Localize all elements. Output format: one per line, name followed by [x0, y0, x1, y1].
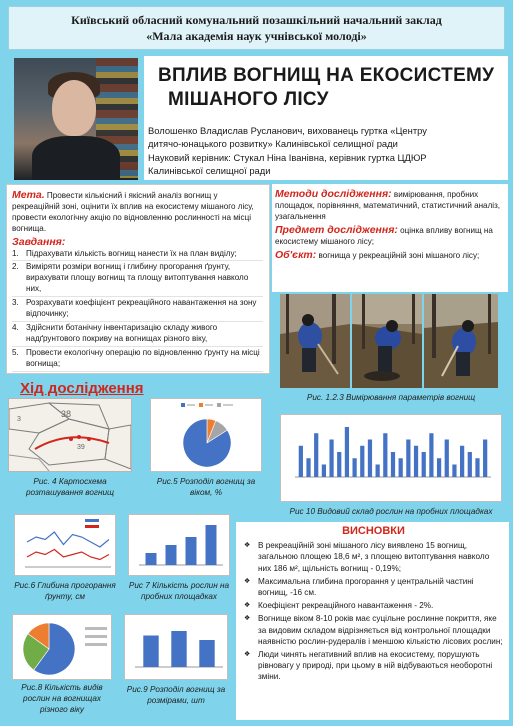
bar [414, 446, 418, 477]
bar [299, 446, 303, 477]
subject-paragraph [275, 225, 502, 248]
bar [376, 465, 380, 478]
conclusion-item: ❖ Вогнище віком 8-10 років має суцільне рослинне покриття, яке за видовим складом відрізняється від контрольної площадки наявністю рослин-рудералів і меншою кількістю лісових рослин; [244, 613, 503, 647]
bar [437, 458, 441, 477]
methods-box [272, 184, 508, 292]
tasks-label: Завдання: [12, 235, 66, 248]
goal-label: Мета. [12, 189, 45, 201]
bar [186, 537, 197, 565]
series-line [27, 550, 109, 560]
bar [360, 446, 364, 477]
author-line-1: Волошенко Владислав Русланович, вихованець гуртка «Центру [148, 125, 427, 136]
task-item: 2. Виміряти розміри вогнищ і глибину прогорання ґрунту, вирахувати площу вогнищ та площу витоптування навколо них, [12, 262, 263, 297]
caption-plants-count: Рис 7 Кількість рослин на пробних площадках [128, 581, 230, 601]
field-photo-1 [280, 294, 350, 388]
title-line-2: МІШАНОГО ЛІСУ [168, 89, 329, 110]
chart-depth [14, 514, 116, 576]
bar [143, 636, 158, 668]
tasks-list [12, 249, 263, 372]
methods-label: Методи дослідження: [275, 188, 392, 200]
task-item: 5. Провести екологічну операцію по відновленню ґрунту на місці вогнища; [12, 348, 263, 372]
caption-pie-age: Рис.5 Розподіл вогнищ за віком, % [156, 477, 256, 497]
conclusions-title: ВИСНОВКИ [342, 525, 405, 537]
bar [171, 631, 186, 667]
species-bar-svg [281, 415, 501, 501]
size-bar-svg [125, 615, 227, 679]
institution-name: Київський обласний комунальний позашкільний начальний заклад [71, 13, 442, 27]
bar [329, 440, 333, 478]
pie-species-svg [13, 615, 111, 679]
bar [383, 433, 387, 477]
bar [391, 452, 395, 477]
goal-text: Провести кількісний і якісний аналіз вогнищ у рекреаційній зоні, оцінити їх вплив на екосистему мішаного лісу, провести екологічну акцію по відновленню рослинності на місці вогнища. [12, 191, 254, 233]
svg-text:3: 3 [17, 416, 21, 423]
conclusion-item: ❖ В рекреаційній зоні мішаного лісу виявлено 15 вогнищ, загальною площею 18,6 м², з площею витоптування навколо них 186 м², щільність вогнищ - 0,19%; [244, 540, 503, 574]
svg-text:38: 38 [61, 409, 72, 419]
bar [406, 440, 410, 478]
bar [314, 433, 318, 477]
title-line-1: ВПЛИВ ВОГНИЩ НА ЕКОСИСТЕМУ [158, 65, 495, 86]
conclusion-item: ❖ Максимальна глибина прогорання у центральній частині вогнищ, -16 см. [244, 576, 503, 598]
subject-text: оцінка впливу вогнищ на екосистему мішаного лісу; [275, 225, 493, 246]
caption-species: Рис 10 Видовий склад рослин на пробних площадках [289, 507, 493, 516]
caption-size-dist: Рис.9 Розподіл вогнищ за розмірами, шт [126, 685, 226, 705]
task-item: 4. Здійснити ботанічну інвентаризацію складу живого надґрунтового покриву на вогнищах різного віку, [12, 323, 263, 347]
object-label: Об'єкт: [275, 248, 317, 261]
bar [352, 458, 356, 477]
methods-text: вимірювання, пробних площадок, порівняння, математичний, статистичний аналіз, узагальнення [275, 190, 501, 221]
bar [468, 452, 472, 477]
plants-bar-svg [129, 515, 229, 575]
bar [460, 446, 464, 477]
field-photo-2 [352, 294, 422, 388]
chart-size-dist [124, 614, 228, 680]
bar [199, 640, 214, 667]
caption-photos: Рис. 1.2.3 Вимірювання параметрів вогнищ [306, 393, 476, 402]
subject-label: Предмет дослідження: [275, 223, 398, 236]
series-line [27, 532, 109, 547]
bar [345, 427, 349, 477]
goal-tasks-box [6, 184, 270, 374]
conclusions-box [236, 522, 509, 720]
bar [452, 465, 456, 478]
bar [368, 440, 372, 478]
bar [146, 553, 157, 565]
conclusion-item: ❖ Коефіцієнт рекреаційного навантаження - 2%. [244, 600, 503, 611]
chart-species [280, 414, 502, 502]
conclusion-item: ❖ Люди чинять негативний вплив на екосистему, порушують рівновагу у природі, при цьому в ній відбуваються необоротні зміни. [244, 649, 503, 683]
caption-depth: Рис.6 Глибина прогорання ґрунту, см [14, 581, 116, 601]
author-info [144, 120, 508, 180]
bar [475, 458, 479, 477]
goal-paragraph [12, 190, 263, 235]
institution-header [8, 6, 505, 50]
poster-title [144, 56, 508, 120]
author-line-4: Калинівської селищної ради [148, 164, 271, 176]
bar [166, 545, 177, 565]
author-line-3: Науковий керівник: Стукал Ніна Іванівна, керівник гуртка ЦДЮР [148, 151, 427, 163]
bar [337, 452, 341, 477]
chart-species-pie [12, 614, 112, 680]
methods-paragraph [275, 189, 502, 223]
field-photo-3 [424, 294, 498, 388]
bar [206, 525, 217, 565]
depth-line-svg [15, 515, 115, 575]
research-title: Хід дослідження [20, 380, 144, 397]
object-paragraph [275, 250, 502, 262]
task-item: 1. Підрахувати кількість вогнищ нанести їх на план виділу; [12, 249, 263, 262]
caption-map: Рис. 4 Картосхема розташування вогнищ [25, 477, 114, 497]
pie-age-svg [151, 399, 261, 471]
chart-age-pie [150, 398, 262, 472]
bar [422, 452, 426, 477]
bar [445, 440, 449, 478]
author-line-2: дитячо-юнацького розвитку» Калинівської селищної ради [148, 138, 398, 150]
conclusions-list [244, 540, 503, 682]
bar [306, 458, 310, 477]
task-item: 3. Розрахувати коефіцієнт рекреаційного навантаження на зону відпочинку; [12, 298, 263, 322]
chart-plants-count [128, 514, 230, 576]
bar [483, 440, 487, 478]
caption-pie-species: Рис.8 Кількість видів рослин на вогнищах різного віку [21, 683, 103, 714]
fire-map [8, 398, 132, 472]
bar [399, 458, 403, 477]
bar [322, 465, 326, 478]
author-photo [14, 58, 138, 180]
object-text: вогнища у рекреаційній зоні мішаного лісу; [316, 250, 480, 260]
svg-text:39: 39 [77, 444, 85, 451]
bar [429, 433, 433, 477]
institution-subname: «Мала академія наук учнівської молоді» [146, 29, 367, 43]
